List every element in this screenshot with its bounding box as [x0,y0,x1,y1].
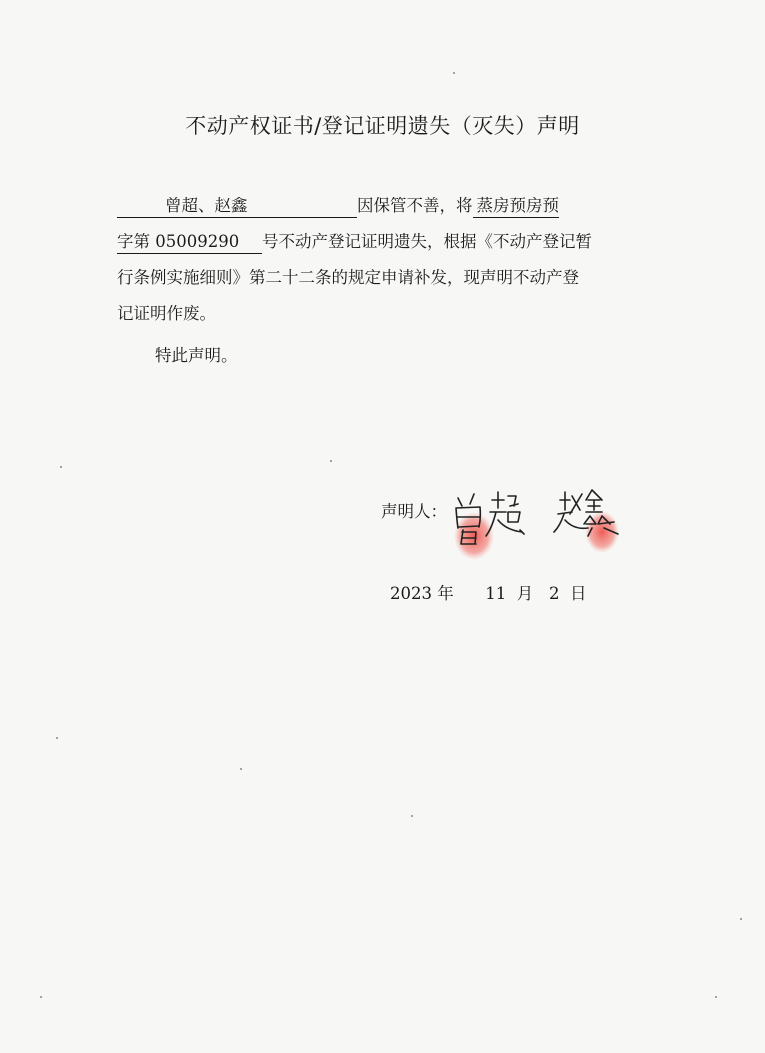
date-month: 11 [485,584,507,603]
scan-speck [453,72,455,74]
body-line-4: 记证明作废。 [117,304,216,323]
scan-speck [240,768,242,770]
scan-speck [60,466,62,468]
scan-speck [330,460,332,462]
certificate-number: 字第 05009290 [117,231,262,254]
declaration-body [117,188,645,332]
closing-statement: 特此声明。 [155,346,238,365]
fingerprint-seal-left [454,512,494,560]
scan-speck [715,996,717,998]
document-title: 不动产权证书/登记证明遗失（灭失）声明 [185,114,580,138]
date-year-unit: 年 [437,584,454,603]
body-line-2-text: 号不动产登记证明遗失，根据《不动产登记暂 [262,232,592,251]
scan-speck [411,815,413,817]
date-month-unit: 月 [516,584,534,603]
loss-reason: 因保管不善，将 [357,196,473,215]
certificate-prefix: 蒸房预房预 [473,195,560,218]
scan-speck [40,996,42,998]
date-year: 2023 [390,584,432,603]
scan-speck [56,737,58,739]
declaration-date [390,580,586,604]
date-day: 2 [548,584,560,603]
declarant-label: 声明人： [381,502,447,521]
body-line-1 [117,188,645,224]
date-day-unit: 日 [569,584,587,603]
handwritten-signature [452,470,642,570]
body-line-3: 行条例实施细则》第二十二条的规定申请补发，现声明不动产登 [117,268,579,287]
scan-speck [740,918,742,920]
body-line-2 [117,224,645,260]
declarant-names: 曾超、赵鑫 [117,195,357,218]
signature-area [381,498,447,522]
